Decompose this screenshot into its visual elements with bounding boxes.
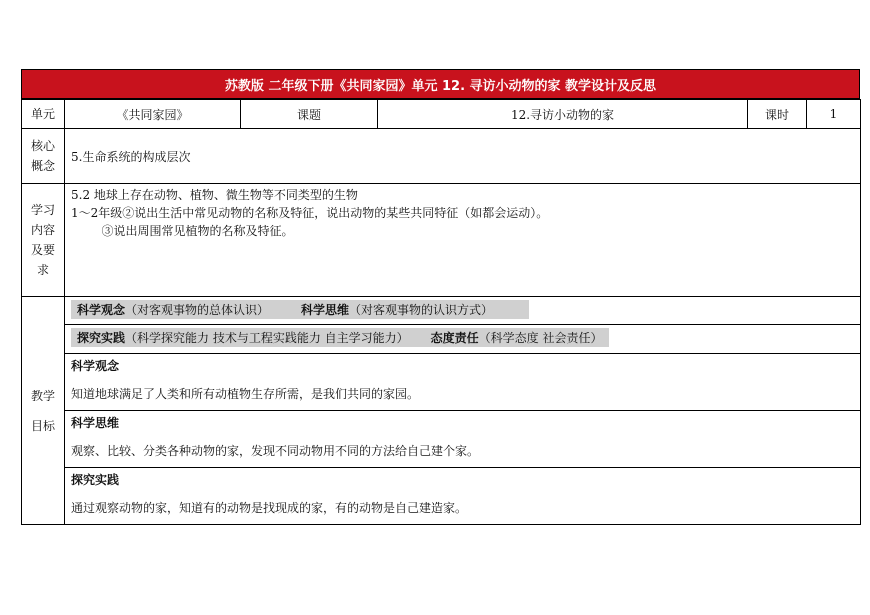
goal-text-practice: 通过观察动物的家，知道有的动物是找现成的家，有的动物是自己建造家。 (71, 501, 468, 515)
goal-heading-thinking: 科学思维 (71, 416, 120, 430)
goal-tags-row-1 (65, 297, 860, 325)
document-title: 苏教版 二年级下册《共同家园》单元 12. 寻访小动物的家 教学设计及反思 (21, 69, 860, 99)
row-core-concept (22, 129, 861, 184)
goal-text-thinking: 观察、比较、分类各种动物的家，发现不同动物用不同的方法给自己建个家。 (65, 435, 860, 468)
goal-tag-2: 探究实践（科学探究能力 技术与工程实践能力 自主学习能力） 态度责任（科学态度 社会责任） (71, 328, 609, 347)
period-label: 课时 (748, 100, 807, 129)
content-line-3: ③说出周围常见植物的名称及特征。 (71, 224, 294, 238)
learning-content-value (65, 184, 861, 297)
teaching-goals-label: 教学 目标 (22, 297, 65, 525)
core-concept-value: 5.生命系统的构成层次 (65, 129, 861, 184)
goal-heading-concept: 科学观念 (71, 359, 120, 373)
lesson-plan-table (21, 99, 861, 525)
row-learning-content (22, 184, 861, 297)
goal-tags-row-2 (65, 325, 860, 354)
goal-text-concept: 知道地球满足了人类和所有动植物生存所需，是我们共同的家园。 (65, 378, 860, 411)
unit-value: 《共同家园》 (65, 100, 241, 129)
row-teaching-goals (22, 297, 861, 525)
content-line-2: 1～2年级②说出生活中常见动物的名称及特征，说出动物的某些共同特征（如都会运动）。 (71, 206, 549, 220)
row-unit (22, 100, 861, 129)
content-line-1: 5.2 地球上存在动物、植物、微生物等不同类型的生物 (71, 188, 358, 202)
teaching-goals-content (65, 297, 861, 525)
learning-content-label: 学习 内容 及要 求 (22, 184, 65, 297)
goal-tag-1: 科学观念（对客观事物的总体认识） 科学思维（对客观事物的认识方式） (71, 300, 529, 319)
goal-heading-practice: 探究实践 (71, 473, 120, 487)
unit-label: 单元 (22, 100, 65, 129)
topic-value: 12.寻访小动物的家 (378, 100, 748, 129)
core-concept-label: 核心 概念 (22, 129, 65, 184)
period-value: 1 (807, 100, 861, 129)
topic-label: 课题 (241, 100, 378, 129)
